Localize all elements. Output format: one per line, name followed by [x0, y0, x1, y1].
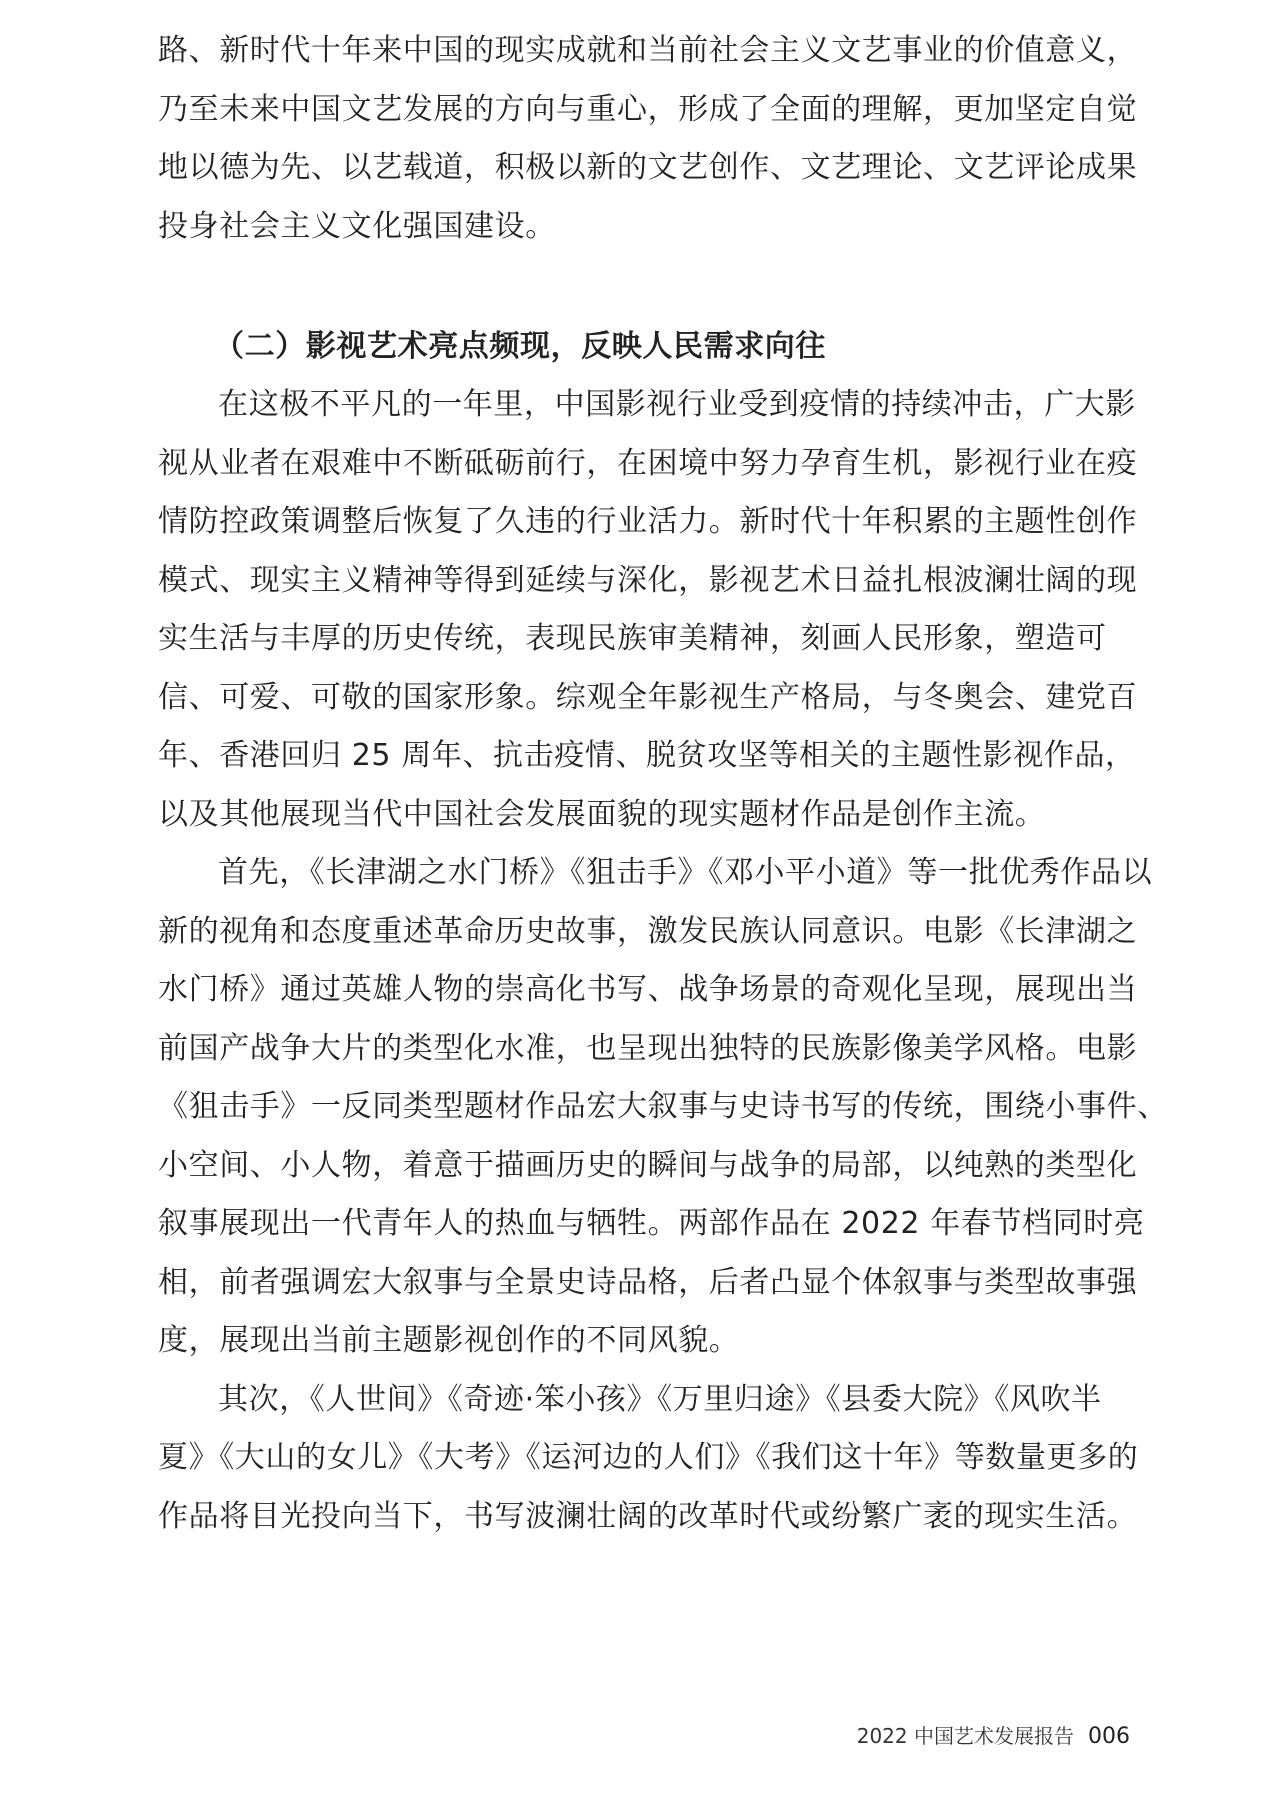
text-line: 叙事展现出一代青年人的热血与牺牲。两部作品在 2022 年春节档同时亮 — [158, 1206, 1145, 1241]
section-heading: （二）影视艺术亮点频现，反映人民需求向往 — [214, 329, 826, 364]
text-line: 其次，《人世间》《奇迹·笨小孩》《万里归途》《县委大院》《风吹半 — [218, 1381, 1102, 1417]
text-line: 年、香港回归 25 周年、抗击疫情、脱贫攻坚等相关的主题性影视作品， — [158, 738, 1136, 773]
text-line: 地以德为先、以艺载道，积极以新的文艺创作、文艺理论、文艺评论成果 — [158, 150, 1138, 185]
text-line: 水门桥》通过英雄人物的崇高化书写、战争场景的奇观化呈现，展现出当 — [158, 972, 1138, 1007]
text-line: 作品将目光投向当下，书写波澜壮阔的改革时代或纷繁广袤的现实生活。 — [158, 1498, 1138, 1534]
text-line: 前国产战争大片的类型化水准，也呈现出独特的民族影像美学风格。电影 — [158, 1030, 1138, 1066]
text-line: 以及其他展现当代中国社会发展面貌的现实题材作品是创作主流。 — [158, 796, 1046, 832]
text-line: 投身社会主义文化强国建设。 — [158, 208, 556, 244]
document-body — [158, 22, 1168, 1546]
report-title: 2022 中国艺术发展报告 — [856, 1724, 1074, 1748]
text-line: 度，展现出当前主题影视创作的不同风貌。 — [158, 1323, 740, 1358]
text-line: 新的视角和态度重述革命历史故事，激发民族认同意识。电影《长津湖之 — [158, 913, 1138, 949]
text-line: 乃至未来中国文艺发展的方向与重心，形成了全面的理解，更加坚定自觉 — [158, 91, 1138, 127]
text-line: 小空间、小人物，着意于描画历史的瞬间与战争的局部，以纯熟的类型化 — [158, 1147, 1138, 1183]
paragraph-second — [158, 1371, 1139, 1547]
text-line: 模式、现实主义精神等得到延续与深化，影视艺术日益扎根波澜壮阔的现 — [158, 562, 1138, 598]
text-line: 《狙击手》一反同类型题材作品宏大叙事与史诗书写的传统，围绕小事件、 — [158, 1089, 1168, 1124]
page-footer — [857, 1720, 1130, 1749]
text-line: 在这极不平凡的一年里，中国影视行业受到疫情的持续冲击，广大影 — [218, 387, 1136, 422]
paragraph-continued — [158, 22, 1138, 256]
text-line: 视从业者在艰难中不断砥砺前行，在困境中努力孕育生机，影视行业在疫 — [158, 445, 1138, 481]
text-line: 实生活与丰厚的历史传统，表现民族审美精神，刻画人民形象，塑造可 — [158, 621, 1107, 656]
text-line: 夏》《大山的女儿》《大考》《运河边的人们》《我们这十年》等数量更多的 — [158, 1440, 1139, 1475]
page-number: 006 — [1088, 1724, 1130, 1749]
paragraph-first — [158, 844, 1168, 1371]
text-line: 首先，《长津湖之水门桥》《狙击手》《邓小平小道》等一批优秀作品以 — [218, 855, 1153, 890]
text-line: 路、新时代十年来中国的现实成就和当前社会主义文艺事业的价值意义， — [158, 33, 1138, 68]
text-line: 信、可爱、可敬的国家形象。综观全年影视生产格局，与冬奥会、建党百 — [158, 679, 1138, 715]
text-line: 相，前者强调宏大叙事与全景史诗品格，后者凸显个体叙事与类型故事强 — [158, 1264, 1138, 1300]
text-line: 情防控政策调整后恢复了久违的行业活力。新时代十年积累的主题性创作 — [158, 504, 1138, 539]
paragraph-film-industry — [158, 376, 1138, 844]
